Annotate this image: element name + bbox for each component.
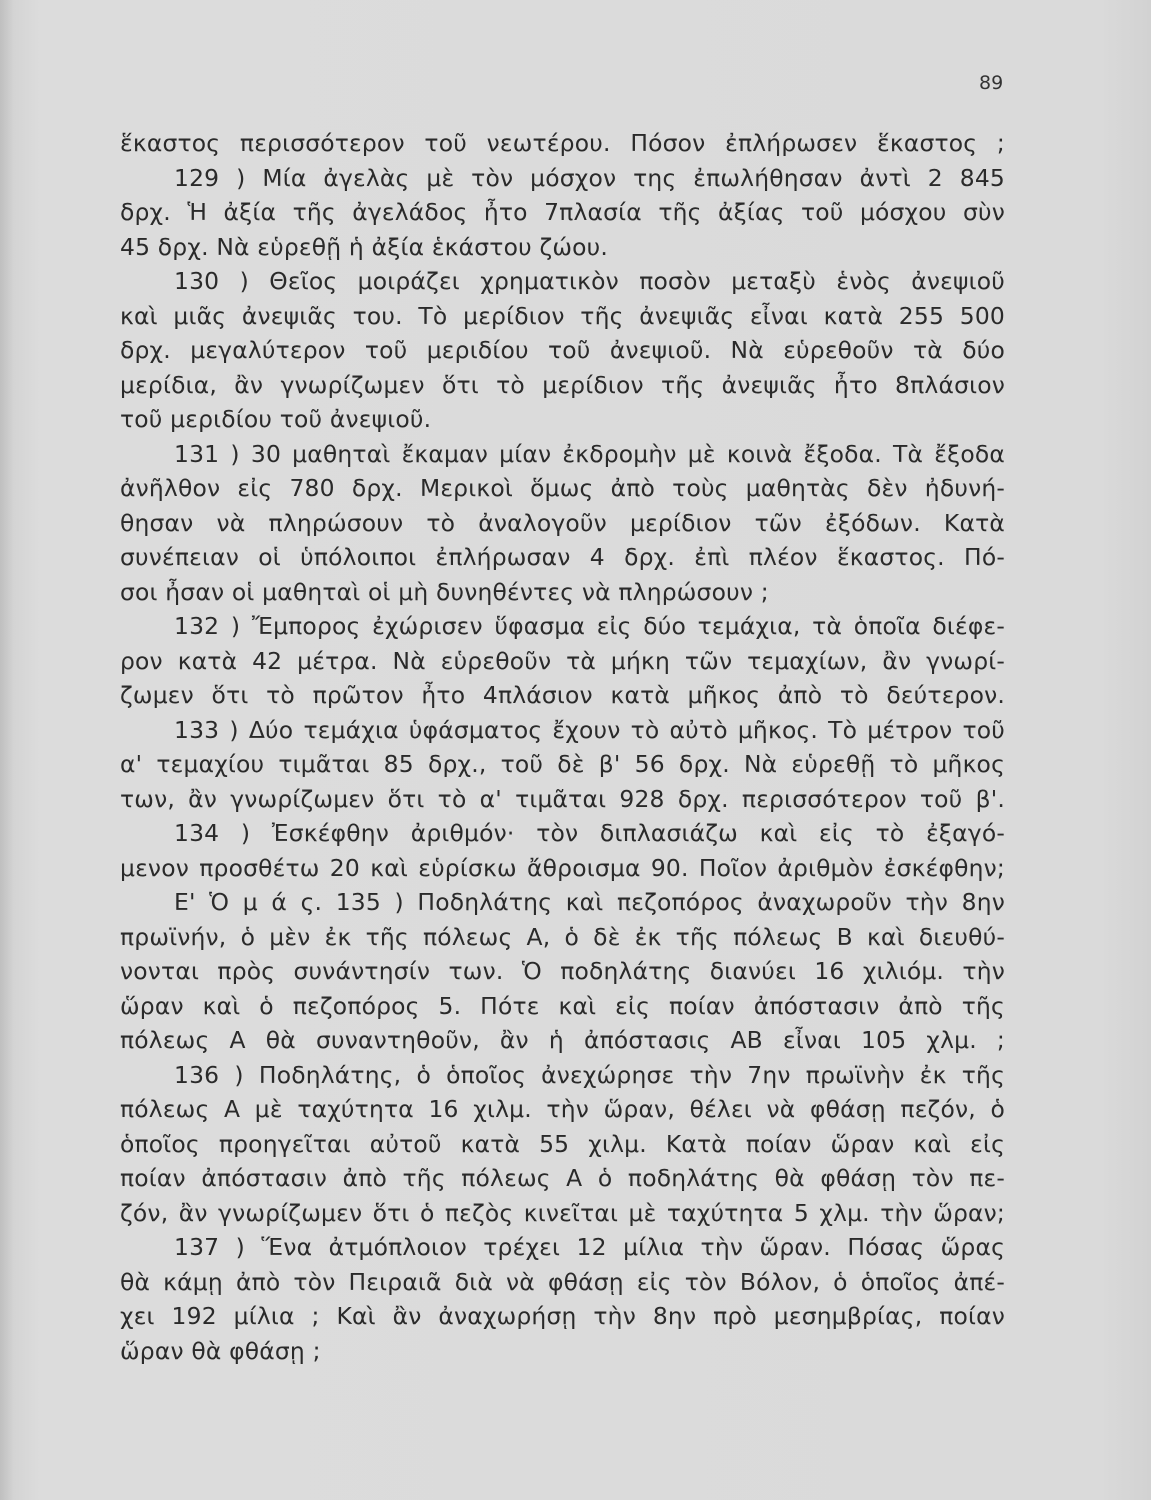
page-number: 89 — [979, 72, 1004, 94]
text-line: 136 ) Ποδηλάτης, ὁ ὁποῖος ἀνεχώρησε τὴν 7ην πρωϊνὴν ἐκ τῆς — [174, 1060, 1005, 1089]
text-line: σοι ἦσαν οἱ μαθηταὶ οἱ μὴ δυνηθέντες νὰ πληρώσουν ; — [120, 577, 769, 606]
text-line: πόλεως Α μὲ ταχύτητα 16 χιλμ. τὴν ὥραν, θέλει νὰ φθάσῃ πεζόν, ὁ — [120, 1095, 1005, 1123]
text-line: 129 ) Μία ἀγελὰς μὲ τὸν μόσχον της ἐπωλήθησαν ἀντὶ 2 845 — [174, 163, 1005, 192]
text-line: α' τεμαχίου τιμᾶται 85 δρχ., τοῦ δὲ β' 56 δρχ. Νὰ εὑρεθῇ τὸ μῆκος — [120, 750, 1005, 778]
text-line: 137 ) Ἕνα ἀτμόπλοιον τρέχει 12 μίλια τὴν ὥραν. Πόσας ὥρας — [174, 1233, 1005, 1261]
text-line: θησαν νὰ πληρώσουν τὸ ἀναλογοῦν μερίδιον τῶν ἐξόδων. Κατὰ — [120, 508, 1005, 537]
text-line: καὶ μιᾶς ἀνεψιᾶς του. Τὸ μερίδιον τῆς ἀνεψιᾶς εἶναι κατὰ 255 500 — [120, 301, 1005, 330]
text-line: ὁποῖος προηγεῖται αὐτοῦ κατὰ 55 χιλμ. Κατὰ ποίαν ὥραν καὶ εἰς — [120, 1129, 1005, 1158]
text-line: πρωϊνήν, ὁ μὲν ἐκ τῆς πόλεως Α, ὁ δὲ ἐκ τῆς πόλεως Β καὶ διευθύ- — [120, 922, 1005, 951]
text-line: των, ἂν γνωρίζωμεν ὅτι τὸ α' τιμᾶται 928 δρχ. περισσότερον τοῦ β'. — [120, 784, 1005, 813]
text-line: χει 192 μίλια ; Καὶ ἂν ἀναχωρήσῃ τὴν 8ην πρὸ μεσημβρίας, ποίαν — [120, 1302, 1005, 1330]
text-line: 132 ) Ἔμπορος ἐχώρισεν ὕφασμα εἰς δύο τεμάχια, τὰ ὁποῖα διέφε- — [174, 612, 1005, 640]
text-line: δρχ. Ἡ ἀξία τῆς ἀγελάδος ἦτο 7πλασία τῆς ἀξίας τοῦ μόσχου σὺν — [120, 198, 1005, 226]
text-line: μερίδια, ἂν γνωρίζωμεν ὅτι τὸ μερίδιον τῆς ἀνεψιᾶς ἦτο 8πλάσιον — [120, 370, 1005, 399]
text-line: θὰ κάμῃ ἀπὸ τὸν Πειραιᾶ διὰ νὰ φθάσῃ εἰς τὸν Βόλον, ὁ ὁποῖος ἀπέ- — [120, 1267, 1005, 1296]
text-line: ἀνῆλθον εἰς 780 δρχ. Μερικοὶ ὅμως ἀπὸ τοὺς μαθητὰς δὲν ἠδυνή- — [120, 474, 1005, 502]
text-line: ἕκαστος περισσότερον τοῦ νεωτέρου. Πόσον ἐπλήρωσεν ἕκαστος ; — [120, 129, 1005, 157]
text-line: 133 ) Δύο τεμάχια ὑφάσματος ἔχουν τὸ αὐτὸ μῆκος. Τὸ μέτρον τοῦ — [174, 715, 1005, 744]
text-line: ρον κατὰ 42 μέτρα. Νὰ εὑρεθοῦν τὰ μήκη τῶν τεμαχίων, ἂν γνωρί- — [120, 646, 1005, 675]
text-line: ζόν, ἂν γνωρίζωμεν ὅτι ὁ πεζὸς κινεῖται μὲ ταχύτητα 5 χλμ. τὴν ὥραν; — [120, 1198, 1005, 1227]
text-line: νονται πρὸς συνάντησίν των. Ὁ ποδηλάτης διανύει 16 χιλιόμ. τὴν — [120, 957, 1005, 985]
text-line: 45 δρχ. Νὰ εὑρεθῇ ἡ ἀξία ἑκάστου ζώου. — [120, 232, 609, 261]
text-line: τοῦ μεριδίου τοῦ ἀνεψιοῦ. — [120, 405, 432, 433]
text-line: 134 ) Ἐσκέφθην ἀριθμόν· τὸν διπλασιάζω καὶ εἰς τὸ ἐξαγό- — [174, 819, 1005, 847]
text-line: μενον προσθέτω 20 καὶ εὑρίσκω ἄθροισμα 90. Ποῖον ἀριθμὸν ἐσκέφθην; — [120, 853, 1005, 882]
text-line: Ε' Ὁ μ ά ς. 135 ) Ποδηλάτης καὶ πεζοπόρος ἀναχωροῦν τὴν 8ην — [174, 888, 1005, 916]
page-body-text — [120, 126, 1005, 1368]
text-line: 131 ) 30 μαθηταὶ ἔκαμαν μίαν ἐκδρομὴν μὲ κοινὰ ἔξοδα. Τὰ ἔξοδα — [174, 439, 1005, 468]
text-line: ζωμεν ὅτι τὸ πρῶτον ἦτο 4πλάσιον κατὰ μῆκος ἀπὸ τὸ δεύτερον. — [120, 681, 1005, 709]
text-line: δρχ. μεγαλύτερον τοῦ μεριδίου τοῦ ἀνεψιοῦ. Νὰ εὑρεθοῦν τὰ δύο — [120, 336, 1005, 364]
text-line: ποίαν ἀπόστασιν ἀπὸ τῆς πόλεως Α ὁ ποδηλάτης θὰ φθάσῃ τὸν πε- — [120, 1164, 1005, 1192]
text-line: ὥραν θὰ φθάσῃ ; — [120, 1336, 321, 1365]
text-line: πόλεως Α θὰ συναντηθοῦν, ἂν ἡ ἀπόστασις ΑΒ εἶναι 105 χλμ. ; — [120, 1026, 1005, 1054]
text-line: ὥραν καὶ ὁ πεζοπόρος 5. Πότε καὶ εἰς ποίαν ἀπόστασιν ἀπὸ τῆς — [120, 991, 1005, 1020]
text-line: 130 ) Θεῖος μοιράζει χρηματικὸν ποσὸν μεταξὺ ἑνὸς ἀνεψιοῦ — [174, 267, 1005, 295]
text-line: συνέπειαν οἱ ὑπόλοιποι ἐπλήρωσαν 4 δρχ. ἐπὶ πλέον ἕκαστος. Πό- — [120, 543, 1005, 571]
